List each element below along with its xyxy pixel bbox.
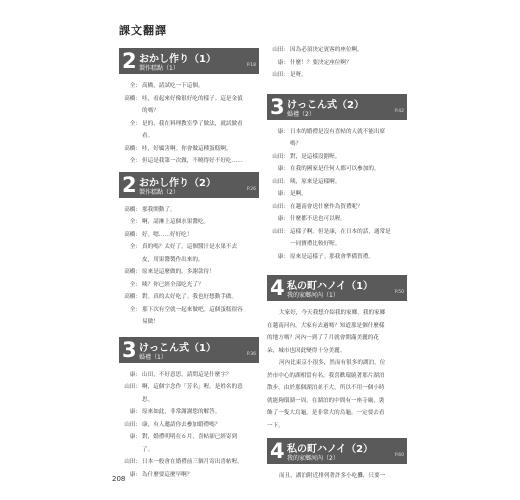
section-kekkonshiki-1: [119, 337, 259, 482]
speaker: [119, 130, 142, 143]
speaker: 山田：: [272, 203, 289, 210]
dialogue-line: [119, 369, 259, 382]
dialogue-line: [267, 44, 407, 57]
dialogue-text: 對，是這樣沒錯喔。: [290, 153, 341, 160]
section-header: [119, 337, 259, 363]
speaker: 高橋：: [124, 231, 141, 238]
section-subtitle: 製作糕點（1）: [139, 65, 179, 72]
dialogue-line: [267, 213, 407, 226]
speaker: 山田：: [272, 178, 289, 185]
dialogue-line: [119, 241, 259, 254]
speaker: [119, 444, 142, 457]
section-subtitle: 婚禮（1）: [139, 353, 167, 361]
speaker: 康：: [277, 253, 289, 260]
dialogue-text: 對，婚禮明明在６月，喜帖卻已經寄到: [142, 434, 238, 440]
speaker: 康：: [277, 166, 289, 172]
dialogue-text: 為什麼要這麼早啊？: [142, 471, 193, 478]
section-okashi-2: [119, 172, 259, 329]
continued-dialogue: [267, 44, 407, 82]
dialogue-text: 哇，好厲害啊。你會做這種蛋糕啊。: [142, 145, 232, 152]
dialogue-text: 這樣子啊。但是康，在日本的話，通常是: [290, 228, 391, 235]
section-page-ref: P.26: [246, 186, 256, 192]
dialogue-line: [267, 176, 407, 189]
left-column: [119, 44, 259, 481]
speaker: [119, 316, 142, 329]
section-kekkonshiki-2: [267, 94, 407, 264]
section-subtitle: 我的家鄉河內（2）: [287, 455, 339, 462]
paragraph-line: 大家好，今天我想介紹我的家鄉。我的家鄉: [279, 310, 386, 316]
dialogue-line: [119, 130, 259, 143]
dialogue-line: [119, 93, 259, 106]
section-title: おかし作り（2）: [139, 177, 216, 189]
dialogue-text: 哇，看起來好像很好吃的樣子。這是金偵: [142, 95, 243, 102]
section-number: 2: [122, 172, 137, 197]
speaker: 高橋：: [124, 206, 141, 213]
dialogue-line: [267, 201, 407, 214]
dialogue-text: 什麼都不送也可以喔。: [290, 216, 346, 222]
dialogue-line: [119, 229, 259, 242]
speaker: 康：: [129, 409, 141, 415]
dialogue-line: [119, 406, 259, 419]
dialogue-line: [267, 69, 407, 82]
dialogue-text: 在越南會送什麼作為賀禮呢？: [290, 203, 363, 210]
speaker: 康：: [277, 191, 289, 197]
dialogue-text: 原來如此，非常謝謝您的解答。: [142, 409, 221, 415]
dialogue-text: 啊，請淋上這個水果醬吃。: [142, 219, 210, 225]
section-number: 3: [122, 337, 137, 362]
paragraph-line: 飾了一隻大烏龜，是非常大的烏龜。一定要去看: [267, 410, 385, 416]
section-header: [119, 48, 259, 74]
dialogue-line: [119, 431, 259, 444]
dialogue-text: 康，有人邀請你去參加婚禮嗎？: [142, 421, 221, 428]
speaker: 高橋：: [124, 145, 141, 152]
dialogue-text: 的嗎？: [142, 108, 159, 114]
dialogue-line: [267, 126, 407, 139]
speaker: 全：: [129, 219, 141, 225]
section-number: 3: [270, 94, 285, 119]
dialogue-text: 咦，原來是這樣啊。: [290, 178, 341, 185]
dialogue-text: 山田，不好意思。請問這是什麼字？: [142, 371, 232, 378]
paragraph-line: 朵，城市也因此變得十分美麗。: [267, 347, 346, 354]
section-okashi-1: [119, 48, 259, 168]
speaker: 康：: [277, 128, 289, 135]
speaker: 全：: [129, 158, 141, 164]
speaker: 高橋：: [124, 269, 141, 275]
speaker: 全：: [129, 244, 141, 250]
dialogue-line: [119, 304, 259, 317]
dialogue-line: [119, 444, 259, 457]
speaker: 全：: [129, 306, 141, 313]
dialogue-text: 原來是這樣子。那我會準備賀禮。: [290, 253, 374, 260]
dialogue-line: [119, 80, 259, 93]
dialogue-text: 易做！: [142, 319, 159, 325]
paragraph-line: 散步。由於那個湖泊並不大，所以不用一個小時: [267, 385, 385, 391]
dialogue-line: [267, 57, 407, 70]
dialogue-text: 了。: [142, 446, 154, 453]
speaker: 康：: [277, 59, 289, 66]
speaker: [267, 138, 290, 151]
dialogue-text: 那我開動了。: [142, 206, 176, 213]
section-number: 4: [270, 439, 285, 463]
dialogue-text: 日本的婚禮是沒有喜帖的人就不能出席: [290, 128, 386, 135]
dialogue-line: [119, 155, 259, 168]
dialogue-text: 一同寶禮比較好喔。: [290, 241, 341, 247]
dialogue-line: [267, 238, 407, 251]
speaker: 高橋：: [124, 95, 141, 102]
dialogue-line: [267, 163, 407, 176]
speaker: [119, 105, 142, 118]
dialogue-line: [119, 204, 259, 217]
section-title: けっこん式（2）: [287, 99, 364, 111]
section-page-ref: P.18: [246, 63, 256, 68]
dialogue-text: 咦？你已經全部吃光了？: [142, 281, 204, 288]
dialogue-line: [119, 105, 259, 118]
dialogue-line: [267, 151, 407, 164]
speaker: 康：: [129, 371, 141, 378]
dialogue-text: 什麼！？要決定座位啊？: [290, 59, 352, 66]
speaker: 山田：: [272, 47, 289, 53]
speaker: [119, 394, 142, 407]
dialogue-text: 思。: [142, 396, 154, 403]
dialogue-line: [119, 216, 259, 229]
dialogue-text: 皮，用果醬製作出來的。: [142, 256, 204, 263]
speaker: 康：: [129, 434, 141, 440]
dialogue-line: [267, 251, 407, 264]
right-column: [267, 44, 407, 483]
section-title: 私の町ハノイ（1）: [287, 281, 374, 292]
dialogue-text: 是呀。: [290, 72, 307, 78]
dialogue-line: [119, 456, 259, 469]
dialogue-text: 原來是這麼做的。多謝款待！: [142, 269, 215, 275]
dialogue-line: [119, 266, 259, 279]
dialogue-line: [119, 143, 259, 156]
dialogue-text: 因為必須決定賓客的座位啊。: [290, 47, 363, 53]
paragraph-line: 而且，湖泊附近排列著許多小吃攤，只要一: [279, 473, 386, 479]
paragraph-line: 就能夠環湖一周。在湖泊的中間有一座寺廟，裝: [267, 397, 385, 404]
dialogue-text: 對。真的太好吃了。我也好想動手做。: [142, 294, 238, 300]
paragraph-line: 在越南河內。大家有去過嗎？知道那是個什麼樣: [267, 322, 385, 329]
section-hanoi-1: [267, 275, 407, 432]
dialogue-line: [119, 254, 259, 267]
speaker: 山田：: [124, 421, 141, 428]
paragraph-line: 一下。: [267, 422, 284, 429]
dialogue-text: 啊，這個字念作「芳名」喔。是姓名的意: [142, 384, 243, 390]
dialogue-line: [119, 316, 259, 329]
speaker: 高橋：: [124, 294, 141, 300]
section-page-ref: P.36: [246, 351, 256, 357]
dialogue-line: [119, 381, 259, 394]
speaker: 山田：: [272, 153, 289, 160]
section-title: 私の町ハノイ（2）: [287, 444, 374, 455]
section-title: おかし作り（1）: [139, 54, 216, 65]
dialogue-line: [267, 188, 407, 201]
dialogue-text: 真的嗎？太好了。這個醬汁是水果不去: [142, 244, 238, 250]
dialogue-text: 是的，我在料理教室學了做法，就試做看: [142, 120, 243, 127]
dialogue-text: 看。: [142, 133, 154, 139]
speaker: 康：: [277, 216, 289, 222]
speaker: 山田：: [124, 384, 141, 390]
speaker: 全：: [129, 120, 141, 127]
section-page-ref: P.60: [394, 453, 404, 458]
section-page-ref: P.42: [394, 108, 404, 114]
dialogue-line: [267, 138, 407, 151]
section-subtitle: 製作糕點（2）: [139, 188, 179, 196]
section-number: 2: [122, 49, 137, 73]
paragraph-line: 於市中心的湖相當有名。我喜歡環繞著那片湖泊: [267, 372, 385, 379]
dialogue-text: 嗎？: [290, 141, 302, 147]
speaker: 全：: [129, 281, 141, 288]
page-number: 208: [112, 475, 126, 483]
dialogue-text: 好。嗯……好好吃！: [142, 231, 193, 238]
speaker: 全：: [129, 83, 141, 89]
dialogue-line: [119, 469, 259, 482]
speaker: [119, 254, 142, 267]
speaker: [267, 238, 290, 251]
dialogue-line: [119, 419, 259, 432]
dialogue-text: 高橋，請試吃一下這個。: [142, 83, 204, 89]
dialogue-text: 在我的國家是任何人都可以參加的。: [290, 166, 380, 172]
section-subtitle: 婚禮（2）: [287, 110, 315, 118]
speaker: 山田：: [124, 459, 141, 465]
section-header: [267, 275, 407, 301]
speaker: 山田：: [272, 228, 289, 235]
section-number: 4: [270, 276, 285, 300]
section-hanoi-2: [267, 438, 407, 483]
section-subtitle: 我的家鄉河內（1）: [287, 292, 339, 299]
paragraph-line: 的地方嗎？河內一到了７月就會開滿美麗的花: [267, 335, 379, 341]
section-title: けっこん式（1）: [139, 342, 216, 354]
dialogue-line: [267, 226, 407, 239]
dialogue-text: 日本一般會在婚禮前三個月寄出喜帖喔。: [142, 459, 243, 465]
section-header: [267, 438, 407, 464]
dialogue-text: 但這是我第一次做，不曉得好不好吃……: [142, 158, 243, 164]
dialogue-text: 那下次有空就一起來做吧。這個蛋糕很容: [142, 306, 243, 313]
dialogue-line: [119, 291, 259, 304]
section-header: [267, 94, 407, 120]
dialogue-text: 是啊。: [290, 191, 307, 197]
paragraph-line: 河內比東京小很多，然而有很多的湖泊，位: [279, 360, 386, 366]
speaker: 山田：: [272, 72, 289, 78]
section-header: [119, 172, 259, 198]
dialogue-line: [119, 279, 259, 292]
page-title: 課文翻譯: [119, 24, 167, 37]
speaker: 康：: [129, 471, 141, 478]
section-page-ref: P.50: [394, 290, 404, 295]
dialogue-line: [119, 118, 259, 131]
dialogue-line: [119, 394, 259, 407]
